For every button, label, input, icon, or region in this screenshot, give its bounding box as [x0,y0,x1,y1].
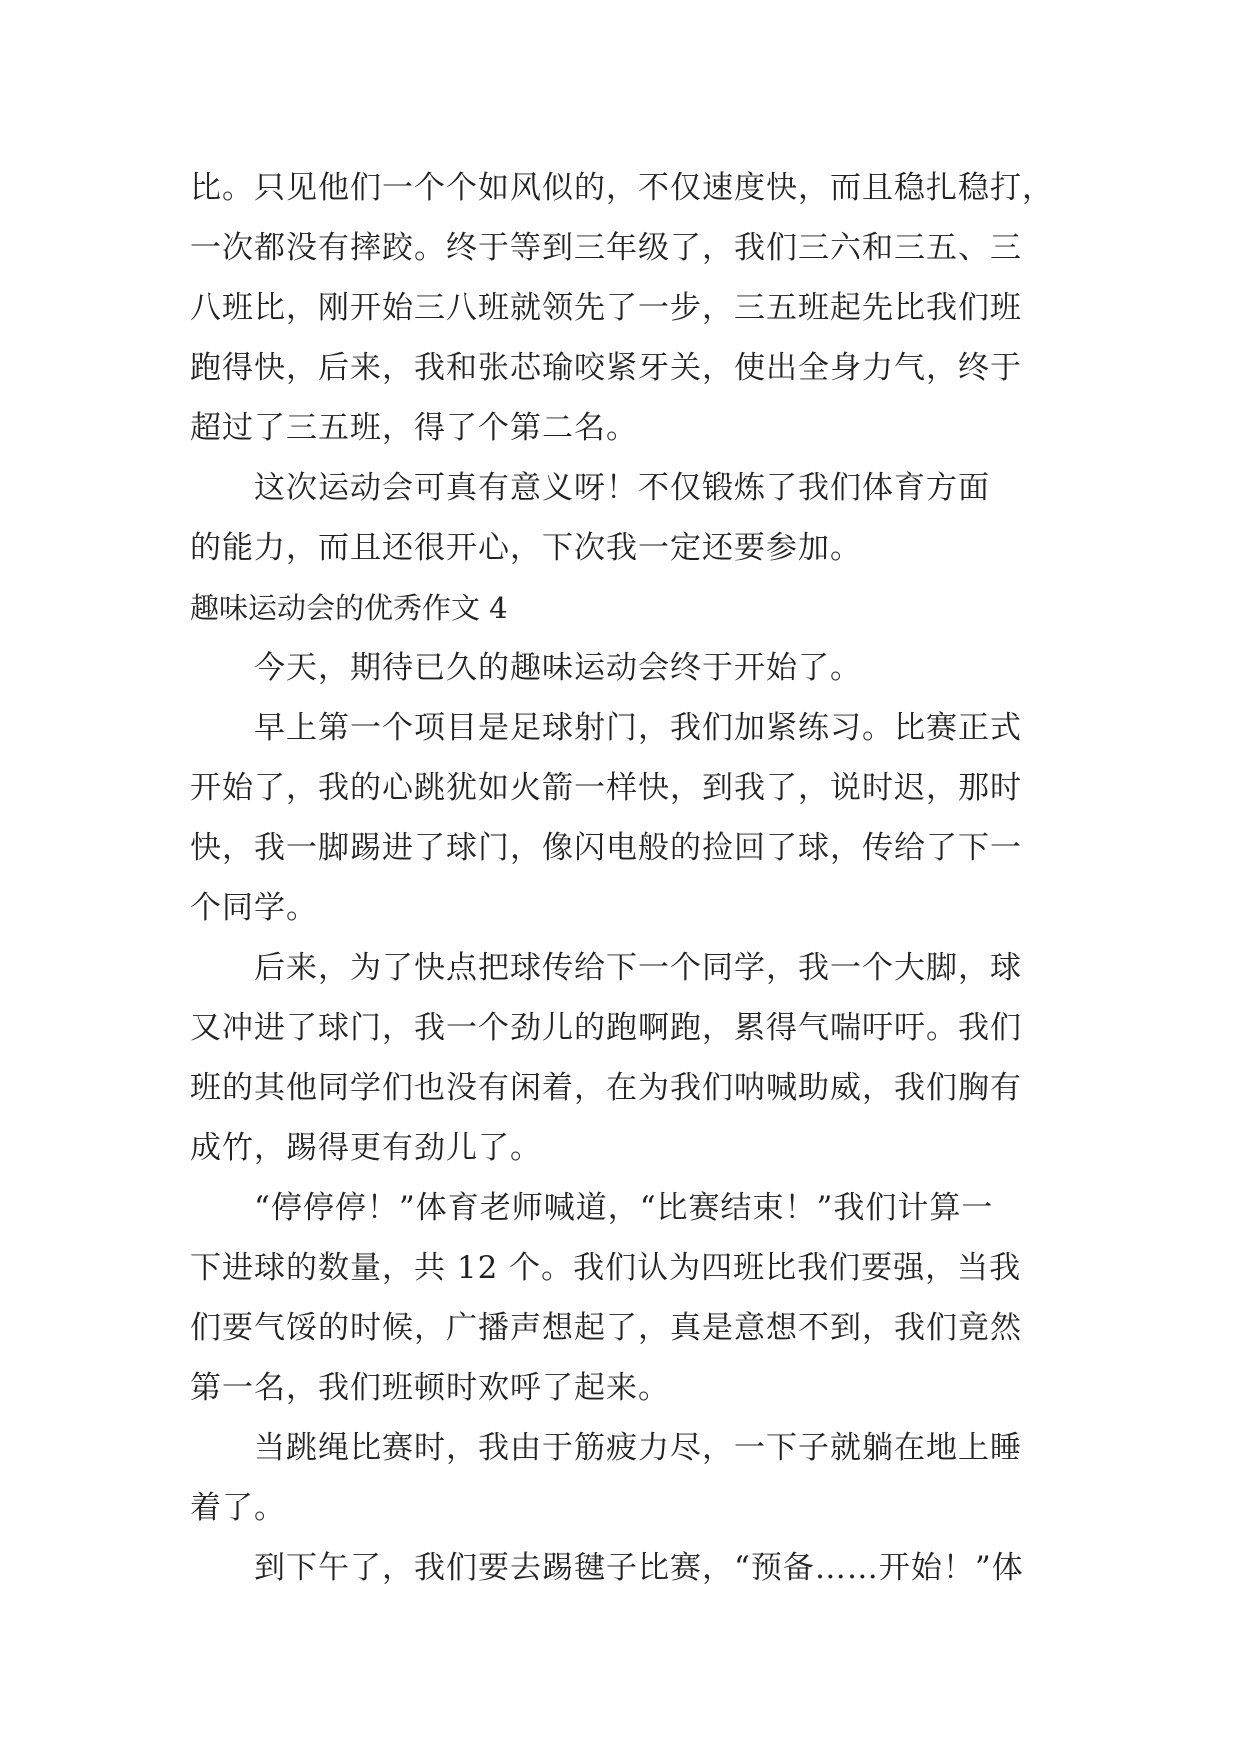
text-line: 早上第一个项目是足球射门，我们加紧练习。比赛正式 [254,710,1022,746]
text-line: 快，我一脚踢进了球门，像闪电般的捡回了球，传给了下一 [190,830,1022,866]
text-line: 们要气馁的时候，广播声想起了，真是意想不到，我们竟然 [190,1310,1022,1346]
essay-text-block [190,158,1060,1598]
text-line: 当跳绳比赛时，我由于筋疲力尽，一下子就躺在地上睡 [254,1430,1022,1466]
text-line: 跑得快，后来，我和张芯瑜咬紧牙关，使出全身力气，终于 [190,350,1022,386]
text-line: 开始了，我的心跳犹如火箭一样快，到我了，说时迟，那时 [190,770,1022,806]
text-line: 第一名，我们班顿时欢呼了起来。 [190,1370,670,1406]
text-line: 后来，为了快点把球传给下一个同学，我一个大脚，球 [254,950,1022,986]
section-heading: 趣味运动会的优秀作文 4 [190,591,508,625]
text-line: 八班比，刚开始三八班就领先了一步，三五班起先比我们班 [190,290,1022,326]
text-line: 着了。 [190,1490,286,1526]
text-line: 超过了三五班，得了个第二名。 [190,410,638,446]
text-line: 又冲进了球门，我一个劲儿的跑啊跑，累得气喘吁吁。我们 [190,1010,1022,1046]
text-line: 一次都没有摔跤。终于等到三年级了，我们三六和三五、三 [190,230,1022,266]
text-line: 个同学。 [190,890,318,926]
text-line: 下进球的数量，共 12 个。我们认为四班比我们要强，当我 [190,1250,1022,1286]
text-line: “停停停！”体育老师喊道，“比赛结束！”我们计算一 [254,1190,994,1226]
text-line: 到下午了，我们要去踢毽子比赛，“预备……开始！”体 [254,1550,1024,1586]
text-line: 班的其他同学们也没有闲着，在为我们呐喊助威，我们胸有 [190,1070,1022,1106]
text-line: 这次运动会可真有意义呀！不仅锻炼了我们体育方面 [254,470,990,506]
text-line: 比。只见他们一个个如风似的，不仅速度快，而且稳扎稳打， [190,170,1054,206]
text-line: 成竹，踢得更有劲儿了。 [190,1130,542,1166]
text-line: 今天，期待已久的趣味运动会终于开始了。 [254,650,862,686]
text-line: 的能力，而且还很开心，下次我一定还要参加。 [190,530,862,566]
